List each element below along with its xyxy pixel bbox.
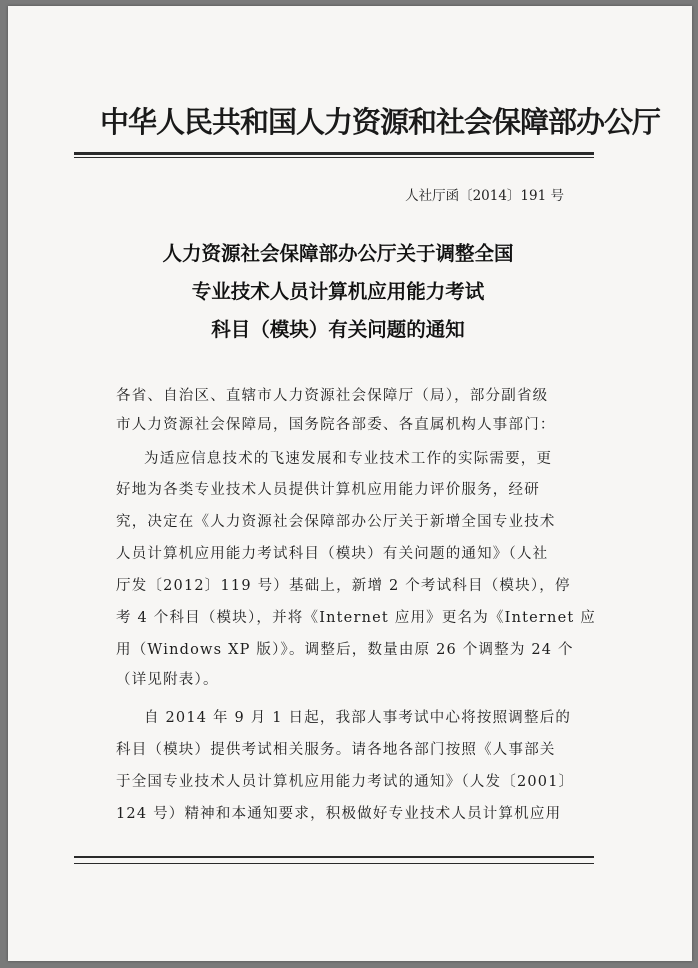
body-text-line: 于全国专业技术人员计算机应用能力考试的通知》（人发〔2001〕 bbox=[116, 774, 575, 790]
letterhead-rule-thick bbox=[74, 152, 594, 155]
letterhead-rule-thin bbox=[74, 157, 594, 158]
footer-rule-thin bbox=[74, 863, 594, 864]
notice-title-line: 专业技术人员计算机应用能力考试 bbox=[191, 280, 485, 303]
body-text-line: 人员计算机应用能力考试科目（模块）有关问题的通知》（人社 bbox=[116, 546, 549, 562]
body-text-line: 究，决定在《人力资源社会保障部办公厅关于新增全国专业技术 bbox=[116, 514, 556, 530]
letterhead-title: 中华人民共和国人力资源和社会保障部办公厅 bbox=[100, 105, 661, 139]
body-text-line: 市人力资源社会保障局，国务院各部委、各直属机构人事部门： bbox=[116, 417, 556, 433]
document-number: 人社厅函〔2014〕191 号 bbox=[405, 188, 564, 204]
footer-rule-thick bbox=[74, 856, 594, 858]
body-text-line: 考 4 个科目（模块），并将《Internet 应用》更名为《Internet 应 bbox=[116, 610, 596, 626]
notice-title-line: 科目（模块）有关问题的通知 bbox=[211, 318, 465, 341]
body-text-line: 自 2014 年 9 月 1 日起，我部人事考试中心将按照调整后的 bbox=[144, 710, 572, 726]
body-text-line: 各省、自治区、直辖市人力资源社会保障厅（局），部分副省级 bbox=[116, 388, 549, 404]
body-text-line: 好地为各类专业技术人员提供计算机应用能力评价服务，经研 bbox=[116, 482, 540, 498]
body-text-line: 科目（模块）提供考试相关服务。请各地各部门按照《人事部关 bbox=[116, 742, 556, 758]
notice-title-line: 人力资源社会保障部办公厅关于调整全国 bbox=[162, 242, 514, 265]
body-text-line: 为适应信息技术的飞速发展和专业技术工作的实际需要，更 bbox=[144, 451, 553, 467]
document-page bbox=[8, 6, 692, 961]
body-text-line: 用（Windows XP 版）》。调整后，数量由原 26 个调整为 24 个 bbox=[116, 642, 574, 658]
body-text-line: 124 号）精神和本通知要求，积极做好专业技术人员计算机应用 bbox=[116, 806, 562, 822]
body-text-line: 厅发〔2012〕119 号）基础上，新增 2 个考试科目（模块），停 bbox=[116, 578, 571, 594]
body-text-line: （详见附表）。 bbox=[116, 672, 219, 688]
